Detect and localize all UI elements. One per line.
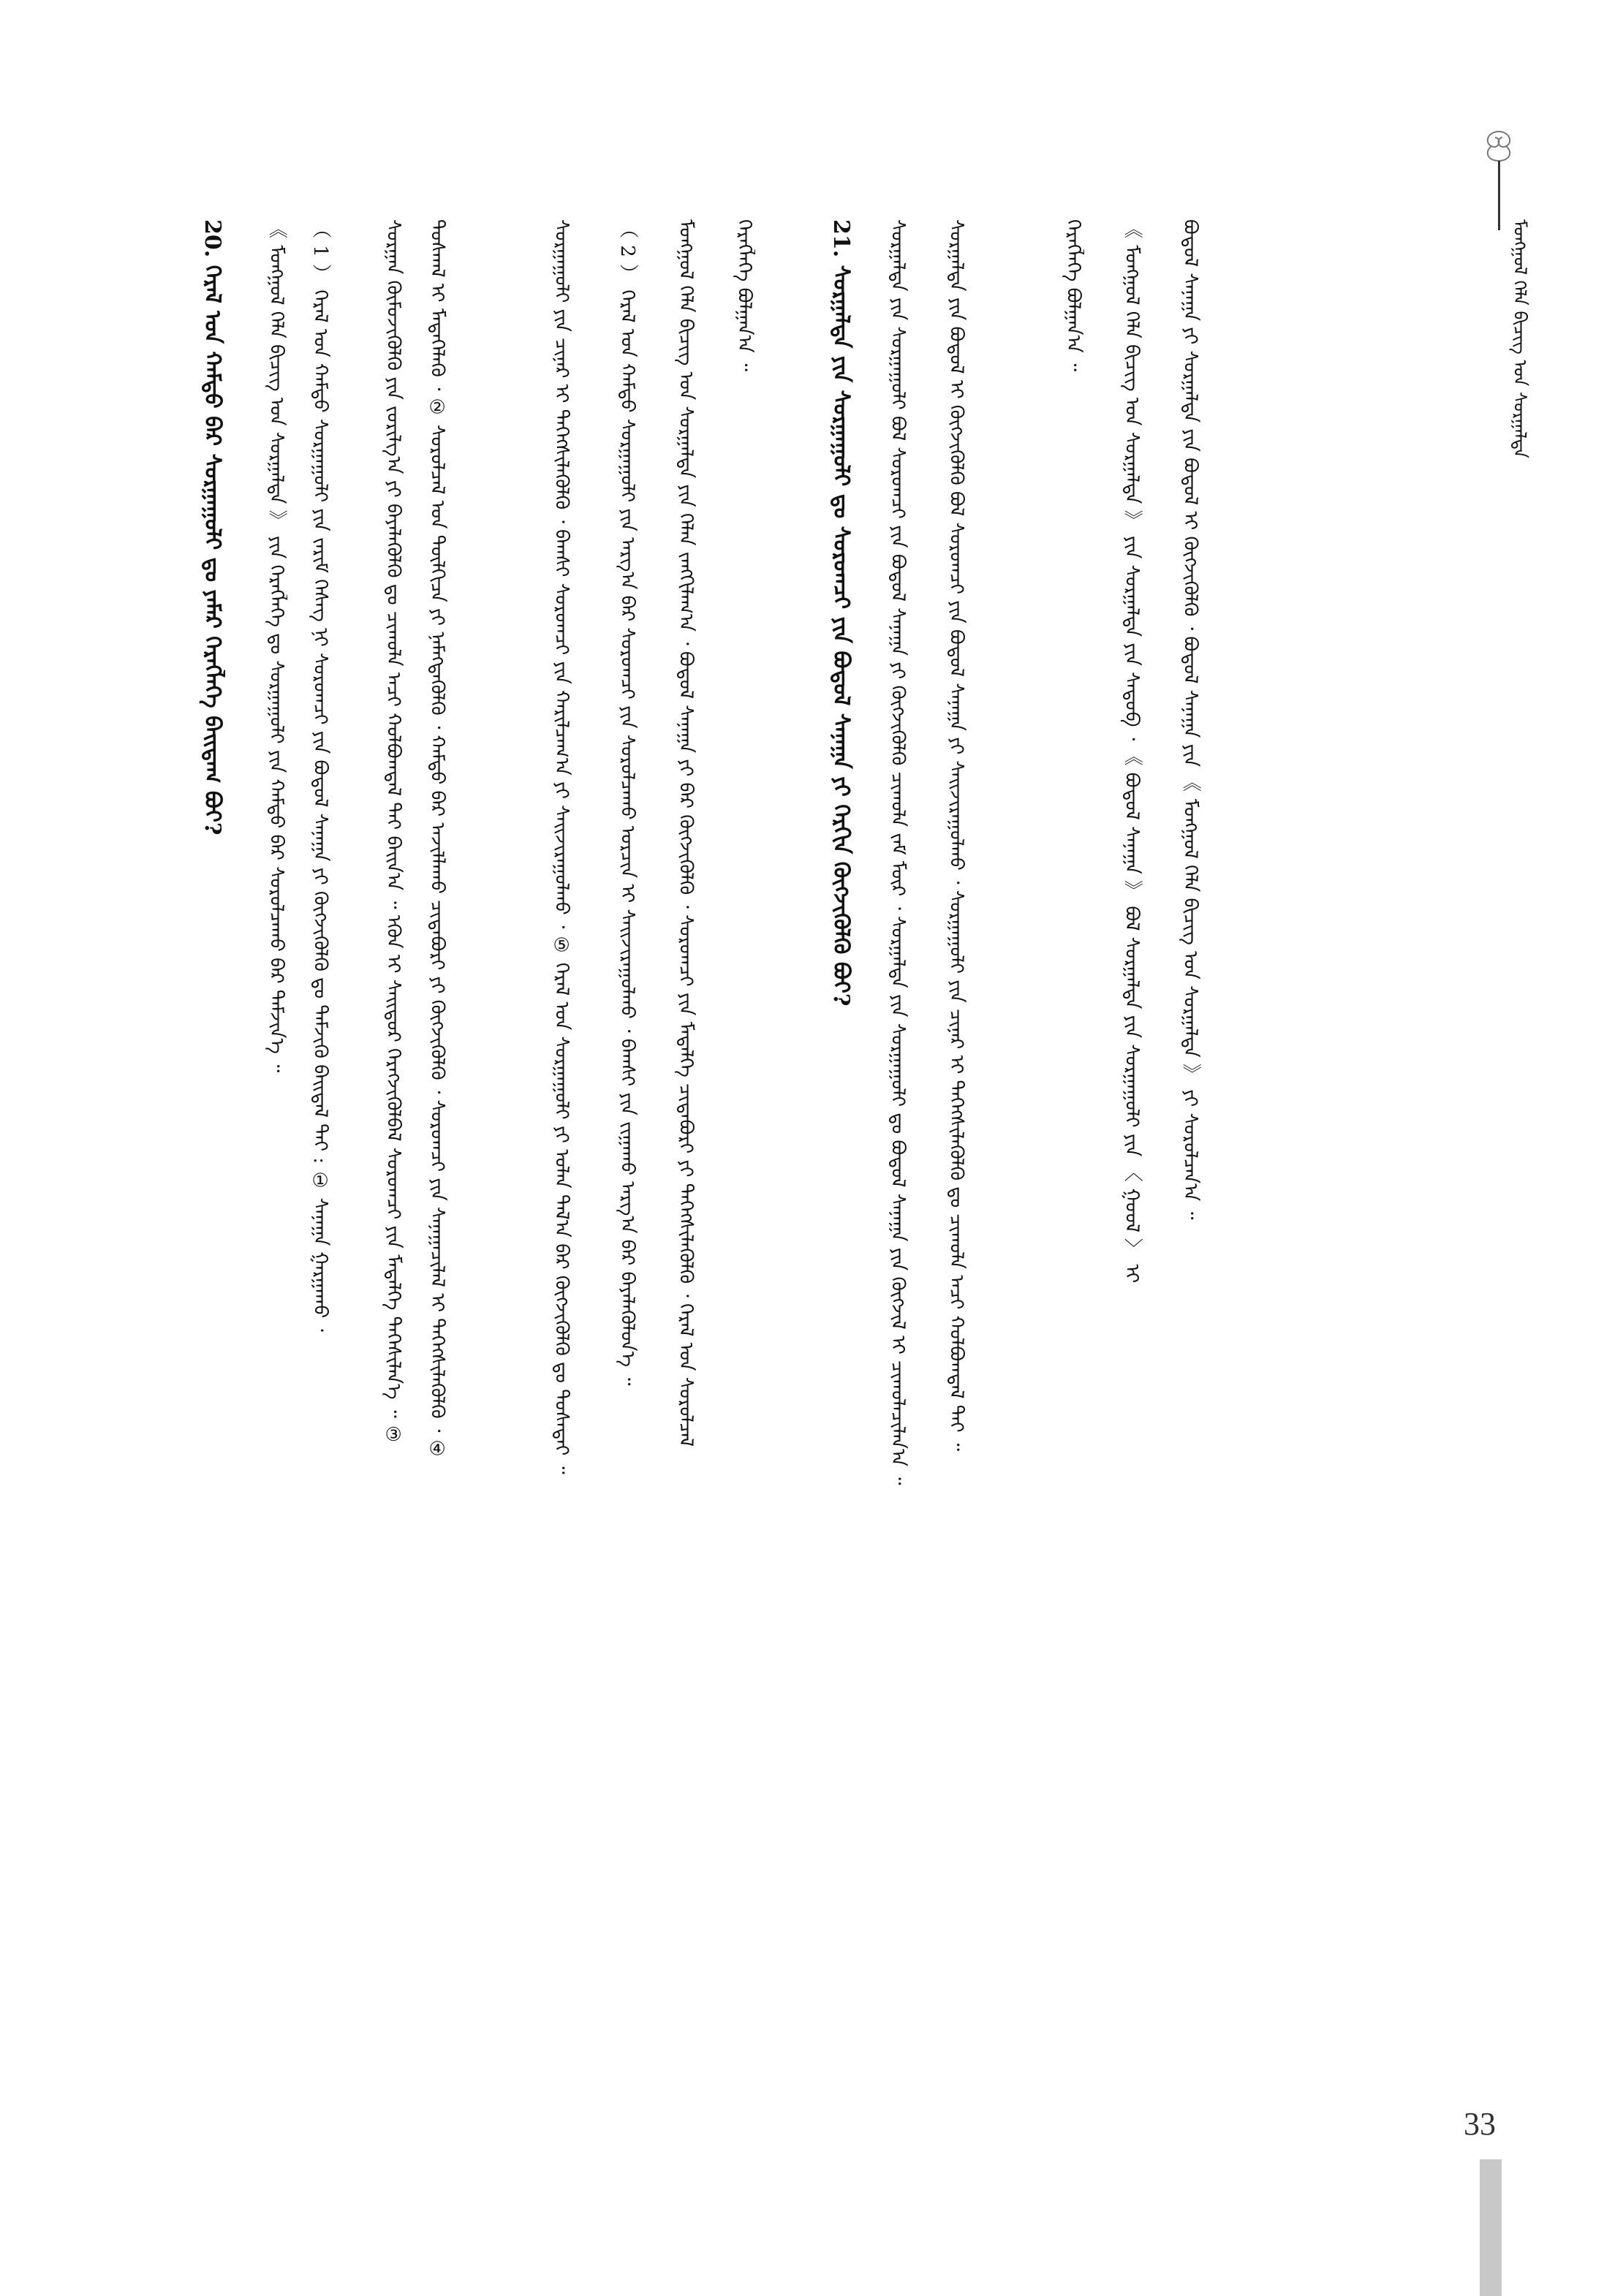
text-line: ᠰᠤᠷᠭᠠᠨ ᠬᠦᠮᠦᠵᠢᠭᠦᠯᠬᠦ ᠶᠢᠨ ᠵᠣᠷᠢᠯᠭ᠎ᠠ ᠶᠢ ᠪᠡᠶᠡᠯᠡᠭᠦᠯᠬᠦ ᠳᠤ ᠴᠢᠬᠤᠯᠠ ᠠᠴᠢ ᠬᠣᠯᠪᠣᠭᠳᠠᠯ ᠲᠠᠢ ᠪᠠᠢᠨ᠎ᠠ ᠃ ᠡᠭᠦᠨ ᠢ ᠰᠠᠢᠲᠤᠷ ᠬᠡᠷᠡᠭᠵᠢᠭᠦᠯᠪᠡᠯ ᠰᠤᠷᠤᠭᠴᠢ ᠶᠢᠨ ᠮᠡᠳᠡᠯᠭᠡ ᠳᠡᠭᠡᠰᠢᠯᠡᠨ᠎ᠡ ᠃ ③ [382, 219, 405, 1447]
text-line: ᠰᠤᠷᠭᠠᠯᠲᠠ ᠶᠢᠨ ᠪᠣᠳᠣᠯ ᠢ ᠬᠥᠭᠵᠢᠭᠦᠯᠬᠦ ᠪᠣᠯ ᠰᠤᠷᠤᠭᠴᠢ ᠶᠢᠨ ᠪᠣᠳᠣᠯ ᠰᠠᠨᠠᠭᠠ ᠶᠢ ᠰᠠᠢᠵᠢᠷᠠᠭᠤᠯᠬᠤ ᠂ ᠰᠤᠷᠭᠠᠭᠤᠯᠢ ᠶᠢᠨ ᠴᠢᠨᠠᠷ ᠢ ᠳᠡᠭᠡᠭᠰᠢᠯᠡᠭᠦᠯᠬᠦ ᠳᠤ ᠴᠢᠬᠤᠯᠠ ᠠᠴᠢ ᠬᠣᠯᠪᠣᠭᠳᠠᠯ ᠲᠠᠢ ᠃ [945, 219, 968, 1452]
text-line: ᠰᠤᠷᠭᠠᠯᠲᠠ ᠶᠢᠨ ᠰᠤᠷᠭᠠᠭᠤᠯᠢ ᠪᠣᠯ ᠰᠤᠷᠤᠭᠴᠢ ᠶᠢᠨ ᠪᠣᠳᠣᠯ ᠰᠠᠨᠠᠭᠠ ᠶᠢ ᠬᠥᠭᠵᠢᠭᠦᠯᠬᠦ ᠴᠢᠬᠤᠯᠠ ᠵᠠᠮ ᠮᠥᠷ ᠂ ᠰᠤᠷᠭᠠᠯᠲᠠ ᠶᠢᠨ ᠰᠤᠷᠭᠠᠭᠤᠯᠢ ᠳᠤ ᠪᠣᠳᠣᠯ ᠰᠠᠨᠠᠭᠠ ᠶᠢᠨ ᠬᠥᠭᠵᠢᠯ ᠢ ᠴᠢᠬᠤᠯᠠᠴᠢᠯᠠᠨ᠎ᠠ ᠃ [887, 219, 909, 1485]
question-21-heading: 21. ᠰᠤᠷᠭᠠᠯᠲᠠ ᠶᠢᠨ ᠰᠤᠷᠭᠠᠭᠤᠯᠢ ᠳᠤ ᠰᠤᠷᠤᠭᠴᠢ ᠶᠢᠨ ᠪᠣᠳᠣᠯ ᠰᠠᠨᠠᠭᠠ ᠶᠢ ᠬᠡᠷᠬᠢᠨ ᠬᠥᠭᠵᠢᠭᠦᠯᠬᠦ ᠪᠤᠢ? [828, 219, 854, 1007]
text-line: ᠮᠣᠩᠭᠣᠯ ᠬᠡᠯᠡ ᠪᠢᠴᠢᠭ᠌ ᠤᠨ ᠰᠤᠷᠭᠠᠯᠲᠠ ᠶᠢᠨ ᠬᠡᠯᠡᠨ ᠵᠠᠩᠭᠢᠯᠠᠭ᠎ᠠ ᠂ ᠪᠣᠳᠣᠯ ᠰᠠᠨᠠᠭᠠ ᠶᠢ ᠪᠠᠷ ᠬᠥᠭᠵᠢᠭᠦᠯᠬᠦ ᠂ ᠰᠤᠷᠤᠭᠴᠢ ᠶᠢᠨ ᠮᠡᠳᠡᠯᠭᠡ ᠴᠢᠳᠠᠪᠤᠷᠢ ᠶᠢ ᠳᠡᠭᠡᠭᠰᠢᠯᠡᠭᠦᠯᠬᠦ ᠂ ᠭᠡᠷᠡᠯ ᠤᠨ ᠰᠤᠷᠤᠯᠴᠠᠯ [675, 219, 697, 1447]
text-line: 《 ᠮᠣᠩᠭᠣᠯ ᠬᠡᠯᠡ ᠪᠢᠴᠢᠭ᠌ ᠤᠨ ᠰᠤᠷᠭᠠᠯᠲᠠ 》 ᠶᠢᠨ ᠰᠤᠷᠭᠠᠯᠲᠠ ᠶᠢᠨ ᠰᠡᠳᠦᠪ ᠂ 《 ᠪᠣᠳᠣᠯ ᠰᠠᠨᠠᠭᠠ 》 ᠪᠣᠯ ᠰᠤᠷᠭᠠᠯᠲᠠ ᠶᠢᠨ ᠰᠤᠷᠭᠠᠭᠤᠯᠢ ᠶᠢᠨ 〈 ᠭᠣᠣᠯ 〉 ᠢ [1121, 219, 1143, 1284]
text-line: ᠬᠡᠷᠡᠭᠯᠡᠭᠡ ᠪᠣᠯᠭᠠᠨ᠎ᠠ ᠃ [733, 219, 756, 372]
text-line: （ 1 ） ᠭᠡᠷᠡᠯ ᠤᠨ ᠬᠠᠮᠲᠤ ᠰᠤᠷᠭᠠᠭᠤᠯᠢ ᠶᠢᠨ ᠵᠠᠷᠢᠮ ᠬᠡᠰᠡᠭ ᠨᠢ ᠰᠤᠷᠤᠭᠴᠢ ᠶᠢᠨ ᠪᠣᠳᠣᠯ ᠰᠠᠨᠠᠭᠠ ᠶᠢ ᠬᠥᠭᠵᠢᠭᠦᠯᠬᠦ ᠳᠤ ᠳᠡᠮᠵᠢᠬᠦ ᠪᠠᠢᠳᠠᠯ ᠲᠠᠢ : ① ᠰᠠᠨᠠᠭᠠ ᠭᠠᠷᠭᠠᠬᠤ ᠂ [309, 219, 332, 1332]
page-edge-tab [1480, 2159, 1502, 2296]
text-line: ᠪᠣᠳᠣᠯ ᠰᠠᠨᠠᠭᠠ ᠶᠢ ᠰᠤᠷᠭᠠᠯᠲᠠ ᠶᠢᠨ ᠪᠣᠳᠣᠯ ᠢ ᠬᠥᠭᠵᠢᠭᠦᠯᠬᠦ ᠂ ᠪᠣᠳᠣᠯ ᠰᠠᠨᠠᠭᠠ ᠶᠢᠨ 《 ᠮᠣᠩᠭᠣᠯ ᠬᠡᠯᠡ ᠪᠢᠴᠢᠭ᠌ ᠤᠨ ᠰᠤᠷᠭᠠᠯᠲᠠ 》 ᠶᠢ ᠰᠤᠷᠤᠯᠴᠠᠨ᠎ᠠ ᠃ [1179, 219, 1202, 1220]
header-rule [1498, 161, 1500, 230]
page-number: 33 [1464, 2106, 1496, 2142]
question-20-heading: 20. ᠭᠡᠷᠡᠯ ᠤᠨ ᠬᠠᠮᠲᠤ ᠪᠡᠷ ᠰᠤᠷᠭᠠᠭᠤᠯᠢ ᠳᠤ ᠶᠠᠮᠠᠷ ᠬᠡᠷᠡᠭᠯᠡᠭᠡ ᠪᠠᠢᠳᠠᠭ ᠪᠤᠢ? [200, 219, 225, 836]
text-line: （ 2 ） ᠭᠡᠷᠡᠯ ᠤᠨ ᠬᠠᠮᠲᠤ ᠰᠤᠷᠭᠠᠭᠤᠯᠢ ᠶᠢᠨ ᠠᠷᠭ᠎ᠠ ᠪᠠᠷ ᠰᠤᠷᠤᠭᠴᠢ ᠶᠢᠨ ᠰᠤᠷᠤᠯᠴᠠᠬᠤ ᠣᠷᠴᠢᠨ ᠢ ᠰᠠᠢᠵᠢᠷᠠᠭᠤᠯᠬᠤ ᠂ ᠪᠠᠭᠰᠢ ᠶᠢᠨ ᠵᠢᠭᠠᠬᠤ ᠠᠷᠭ᠎ᠠ ᠪᠠᠷ ᠪᠡᠶᠡᠯᠡᠭᠦᠯᠦᠨ᠎ᠡ ᠃ [616, 219, 639, 1386]
text-line: ᠳᠤᠰᠬᠠᠯ ᠢ ᠮᠡᠳᠡᠭᠡᠯᠡᠬᠦ ᠂ ② ᠰᠤᠷᠤᠯᠴᠠᠯ ᠤᠨ ᠲᠦᠯᠬᠢᠴᠡ ᠶᠢ ᠨᠡᠮᠡᠭᠳᠡᠭᠦᠯᠬᠦ ᠂ ᠬᠠᠮᠲᠤ ᠪᠡᠷ ᠠᠵᠢᠯᠯᠠᠬᠤ ᠴᠢᠳᠠᠪᠤᠷᠢ ᠶᠢ ᠬᠥᠭᠵᠢᠭᠦᠯᠬᠦ ᠂ ᠰᠤᠷᠤᠭᠴᠢ ᠶᠢᠨ ᠰᠠᠨᠠᠭᠠᠴᠢᠯᠠᠯ ᠢ ᠳᠡᠭᠡᠭᠰᠢᠯᠡᠭᠦᠯᠬᠦ ᠂ ④ [426, 219, 449, 1460]
text-line: ᠬᠡᠷᠡᠭᠯᠡᠭᠡ ᠪᠣᠯᠭᠠᠨ᠎ᠠ ᠃ [1062, 219, 1085, 372]
running-head [1505, 219, 1535, 458]
text-line: 《 ᠮᠣᠩᠭᠣᠯ ᠬᠡᠯᠡ ᠪᠢᠴᠢᠭ᠌ ᠤᠨ ᠰᠤᠷᠭᠠᠯᠲᠠ 》 ᠶᠢᠨ ᠬᠡᠷᠡᠭᠯᠡᠭᠡ ᠳᠤ ᠰᠤᠷᠭᠠᠭᠤᠯᠢ ᠶᠢᠨ ᠬᠠᠮᠲᠤ ᠪᠡᠷ ᠰᠤᠷᠤᠯᠴᠠᠬᠤ ᠪᠠᠷ ᠳᠡᠮᠵᠢᠨ᠎ᠡ ᠃ [265, 219, 288, 1073]
running-head-text: ᠮᠣᠩᠭᠣᠯ ᠬᠡᠯᠡ ᠪᠢᠴᠢᠭ᠌ ᠤᠨ ᠰᠤᠷᠭᠠᠯᠲᠠ [1510, 219, 1530, 458]
text-line: ᠰᠤᠷᠭᠠᠭᠤᠯᠢ ᠶᠢᠨ ᠴᠢᠨᠠᠷ ᠢ ᠳᠡᠭᠡᠭᠰᠢᠯᠡᠭᠦᠯᠬᠦ ᠂ ᠪᠠᠭᠰᠢ ᠰᠤᠷᠤᠭᠴᠢ ᠶᠢᠨ ᠬᠠᠷᠢᠯᠴᠠᠭ᠎ᠠ ᠶᠢ ᠰᠠᠢᠵᠢᠷᠠᠭᠤᠯᠬᠤ ᠂ ⑤ ᠭᠡᠷᠡᠯ ᠤᠨ ᠰᠤᠷᠭᠠᠭᠤᠯᠢ ᠶᠢ ᠣᠯᠠᠨ ᠲᠠᠯ᠎ᠠ ᠪᠠᠷ ᠬᠥᠭᠵᠢᠭᠦᠯᠬᠦ ᠳᠤ ᠲᠤᠰᠠᠲᠠᠢ ᠃ [551, 219, 573, 1474]
